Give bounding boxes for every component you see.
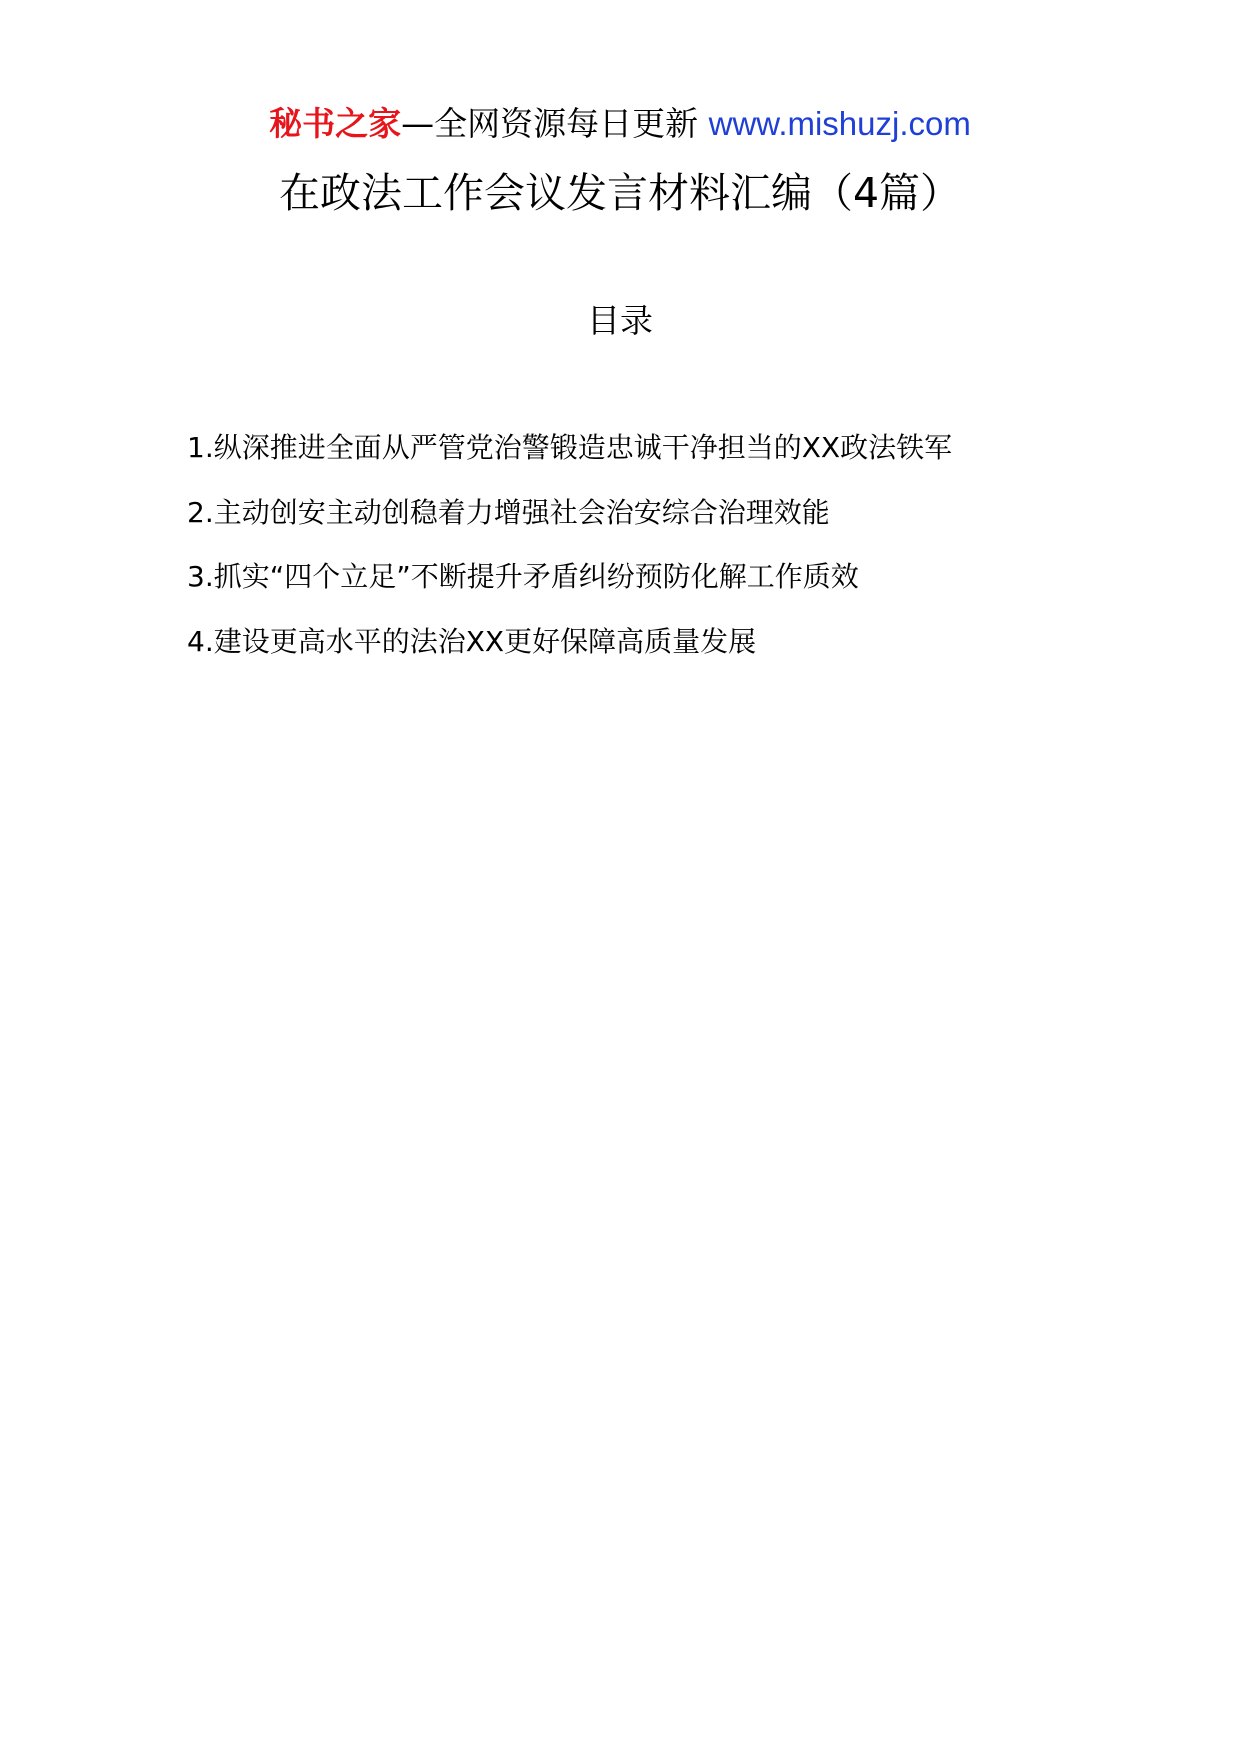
toc-item: 1.纵深推进全面从严管党治警锻造忠诚干净担当的XX政法铁军 [187, 431, 953, 464]
toc-item: 3.抓实“四个立足”不断提升矛盾纠纷预防化解工作质效 [187, 560, 859, 594]
toc-heading: 目录 [587, 301, 653, 340]
banner-brand: 秘书之家 [269, 104, 402, 143]
table-of-contents [187, 428, 952, 687]
banner-site-url: www.mishuzj.com [708, 105, 971, 142]
document-title: 在政法工作会议发言材料汇编（4篇） [278, 169, 962, 217]
site-banner [0, 100, 1240, 148]
toc-item: 4.建设更高水平的法治XX更好保障高质量发展 [187, 625, 757, 659]
banner-tagline: —全网资源每日更新 [401, 104, 699, 143]
toc-item: 2.主动创安主动创稳着力增强社会治安综合治理效能 [187, 495, 830, 529]
